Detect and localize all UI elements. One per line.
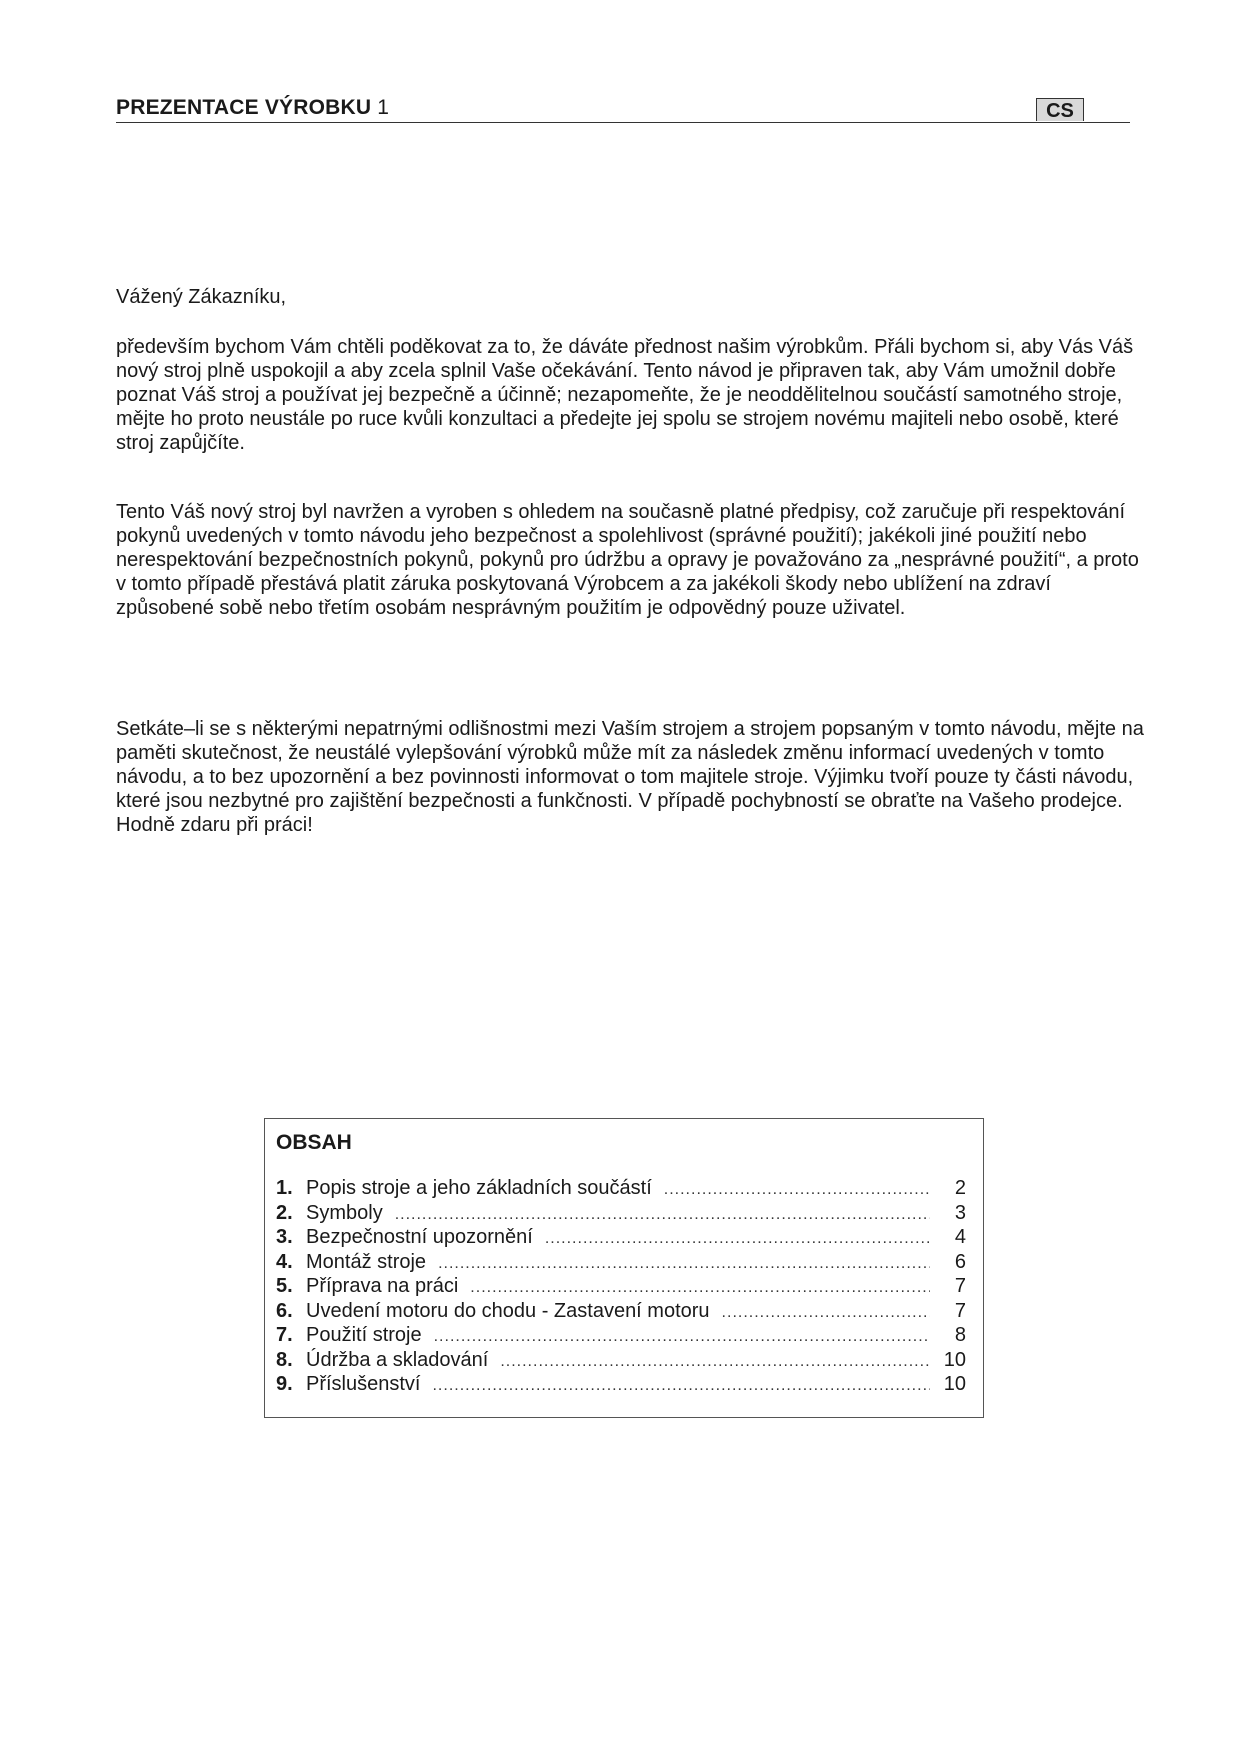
toc-item-page: 10 (943, 1373, 966, 1395)
toc-item-number: 3. (276, 1226, 293, 1248)
toc-item-number: 6. (276, 1299, 293, 1322)
toc-item[interactable] (276, 1226, 966, 1251)
toc-item-label: Montáž stroje (306, 1250, 427, 1273)
toc-item[interactable] (276, 1177, 966, 1202)
toc-item-page: 2 (954, 1177, 966, 1199)
toc-item-number: 8. (276, 1348, 293, 1371)
toc-item-label: Popis stroje a jeho základních součástí (306, 1177, 652, 1199)
toc-item-number: 1. (276, 1177, 293, 1199)
toc-leader-dots (432, 1377, 930, 1395)
toc-item-page: 10 (943, 1348, 966, 1371)
table-of-contents (264, 1118, 984, 1418)
toc-item-label: Bezpečnostní upozornění (306, 1226, 533, 1248)
toc-item[interactable] (276, 1349, 966, 1374)
toc-item-number: 7. (276, 1324, 293, 1346)
toc-item-page: 7 (954, 1275, 966, 1297)
section-number: 1 (377, 96, 390, 119)
toc-item-page: 7 (954, 1299, 966, 1322)
toc-item[interactable] (276, 1275, 966, 1300)
toc-title: OBSAH (276, 1131, 352, 1154)
toc-item[interactable] (276, 1373, 966, 1398)
toc-leader-dots (545, 1230, 930, 1248)
toc-item-label: Příprava na práci (306, 1275, 459, 1297)
usage-paragraph: Tento Váš nový stroj byl navržen a vyroben s ohledem na současně platné předpisy, což zaručuje při respektování pokynů uvedených v tomto návodu jeho bezpečnost a spolehlivost (správné použití); jakékoli jiné použití nebo nerespektování bezpečnostních pokynů, pokynů pro údržbu a opravy je považováno za „nesprávné použití“, a proto v tomto případě přestává platit záruka poskytovaná Výrobcem a za jakékoli škody nebo ublížení na zdraví způsobené sobě nebo třetím osobám nesprávným použitím je odpovědný pouze uživatel. (116, 501, 1139, 619)
page-header (116, 94, 1130, 123)
toc-item-label: Uvedení motoru do chodu - Zastavení motoru (306, 1299, 710, 1322)
page-title (116, 96, 389, 120)
toc-item-number: 5. (276, 1275, 293, 1297)
toc-item-page: 8 (954, 1324, 966, 1346)
toc-item-label: Symboly (306, 1201, 383, 1224)
toc-item-label: Údržba a skladování (306, 1348, 489, 1371)
toc-item-number: 9. (276, 1373, 293, 1395)
toc-leader-dots (722, 1304, 930, 1322)
toc-item-label: Příslušenství (306, 1373, 421, 1395)
toc-leader-dots (470, 1279, 930, 1297)
toc-leader-dots (434, 1328, 930, 1346)
toc-item[interactable] (276, 1324, 966, 1349)
toc-leader-dots (395, 1206, 930, 1224)
language-badge: CS (1036, 98, 1084, 121)
toc-item[interactable] (276, 1251, 966, 1276)
section-title: PREZENTACE VÝROBKU (116, 96, 372, 119)
toc-item-page: 4 (954, 1226, 966, 1248)
toc-leader-dots (438, 1255, 930, 1273)
toc-item[interactable] (276, 1300, 966, 1325)
intro-paragraph: především bychom Vám chtěli poděkovat za to, že dáváte přednost našim výrobkům. Přáli bychom si, aby Vás Váš nový stroj plně uspokojil a aby zcela splnil Vaše očekávání. Tento návod je připraven tak, aby Vám umožnil dobře poznat Váš stroj a používat jej bezpečně a účinně; nezapomeňte, že je neoddělitelnou součástí samotného stroje, mějte ho proto neustále po ruce kvůli konzultaci a předejte jej spolu se strojem novému majiteli nebo osobě, které stroj zapůjčíte. (116, 336, 1134, 454)
toc-item-number: 2. (276, 1201, 293, 1224)
toc-item[interactable] (276, 1202, 966, 1227)
greeting: Vážený Zákazníku, (116, 286, 287, 308)
differences-paragraph: Setkáte–li se s některými nepatrnými odlišnostmi mezi Vaším strojem a strojem popsaným v tomto návodu, mějte na paměti skutečnost, že neustálé vylepšování výrobků může mít za následek změnu informací uvedených v tomto návodu, a to bez upozornění a bez povinnosti informovat o tom majitele stroje. Výjimku tvoří pouze ty části návodu, které jsou nezbytné pro zajištění bezpečnosti a funkčnosti. V případě pochybností se obraťte na Vašeho prodejce. Hodně zdaru při práci! (116, 718, 1144, 836)
toc-leader-dots (664, 1181, 930, 1199)
toc-item-page: 3 (954, 1201, 966, 1224)
toc-item-label: Použití stroje (306, 1324, 422, 1346)
toc-leader-dots (500, 1353, 930, 1371)
toc-item-number: 4. (276, 1250, 293, 1273)
toc-list (276, 1177, 966, 1398)
toc-item-page: 6 (954, 1250, 966, 1273)
